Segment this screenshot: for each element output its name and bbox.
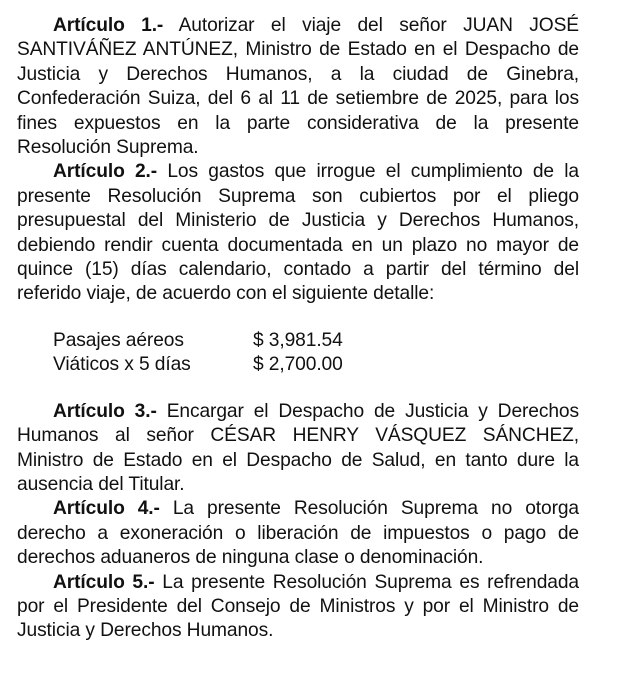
article-3-heading: Artículo 3.- [53, 400, 157, 422]
expense-label: Pasajes aéreos [53, 329, 184, 351]
article-4-body: La presente Resolución Suprema no otorga derecho a exoneración o liberación de impuestos o pago de derechos aduaneros de ninguna clase o denominación. [17, 498, 580, 569]
expense-table [53, 329, 579, 378]
article-1-body: Autorizar el viaje del señor JUAN JOSÉ SANTIVÁÑEZ ANTÚNEZ, Ministro de Estado en el Despacho de Justicia y Derechos Humanos, a la ciudad de Ginebra, Confederación Suiza, del 6 al 11 de setiembre de 2025, para los fines expuestos en la parte considerativa de la presente Resolución Suprema. [17, 15, 579, 159]
expense-amount: $ 3,981.54 [253, 329, 343, 351]
spacer [17, 307, 579, 329]
article-4-heading: Artículo 4.- [53, 498, 160, 520]
article-2-body: Los gastos que irrogue el cumplimiento de la presente Resolución Suprema son cubiertos por el pliego presupuestal del Ministerio de Justicia y Derechos Humanos, debiendo rendir cuenta documentada en un plazo no mayor de quince (15) días calendario, contado a partir del término del referido viaje, de acuerdo con el siguiente detalle: [17, 161, 580, 305]
article-1-heading: Artículo 1.- [53, 15, 164, 36]
article-5 [17, 571, 579, 644]
article-5-body: La presente Resolución Suprema es refrendada por el Presidente del Consejo de Ministros y por el Ministro de Justicia y Derechos Humanos. [17, 571, 579, 642]
article-5-heading: Artículo 5.- [53, 571, 155, 593]
expense-row-per-diem [53, 353, 579, 377]
article-4 [17, 497, 579, 570]
article-1 [17, 14, 579, 160]
article-2 [17, 160, 579, 306]
article-2-heading: Artículo 2.- [53, 161, 158, 183]
expense-label: Viáticos x 5 días [53, 354, 191, 376]
expense-amount: $ 2,700.00 [253, 354, 343, 376]
spacer [17, 378, 579, 400]
resolution-document [17, 14, 579, 644]
article-3-body: Encargar el Despacho de Justicia y Derechos Humanos al señor CÉSAR HENRY VÁSQUEZ SÁNCHEZ, Ministro de Estado en el Despacho de Salud, en tanto dure la ausencia del Titular. [17, 400, 579, 495]
article-3 [17, 400, 579, 498]
expense-row-airfare [53, 329, 579, 353]
